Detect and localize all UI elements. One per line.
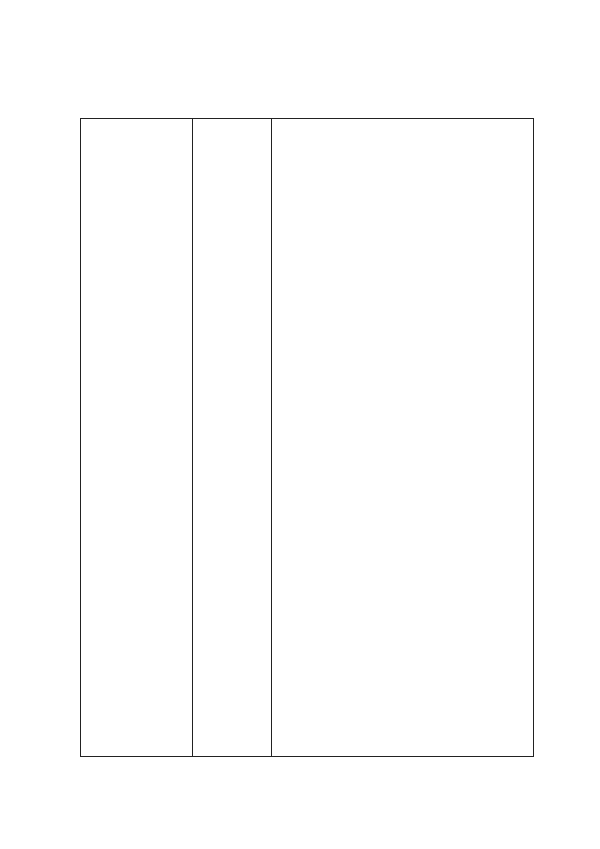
column-divider-right [271,119,272,756]
awards-table [80,118,534,757]
column-divider-left [192,119,193,756]
